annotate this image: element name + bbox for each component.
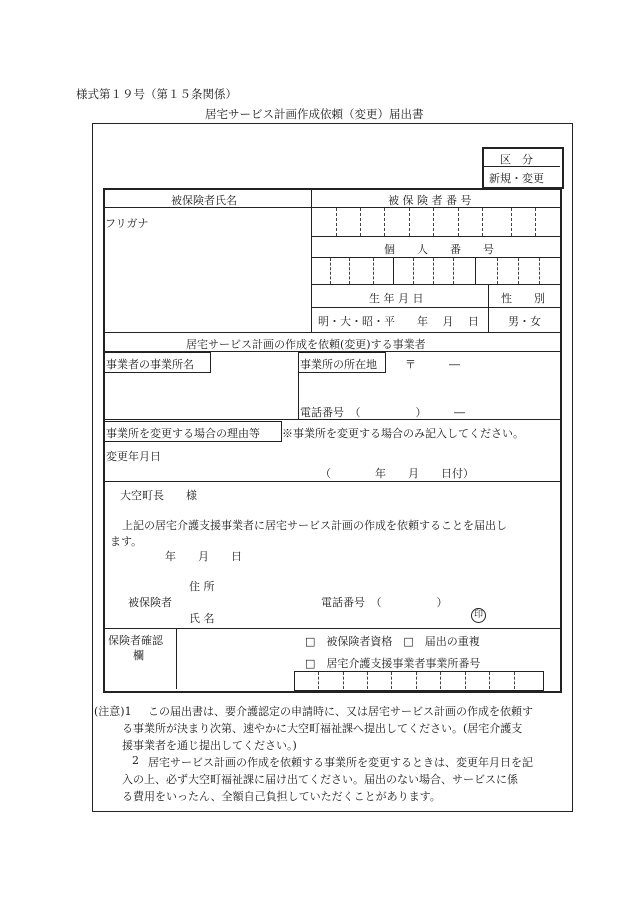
declaration-phone[interactable]: 電話番号 （ ） bbox=[321, 596, 448, 609]
addressee: 大空町長 様 bbox=[120, 489, 197, 502]
note1-line2: る事業所が決まり次第、速やかに大空町福祉課へ提出してください。(居宅介護支 bbox=[122, 722, 523, 735]
note1-line1: この届出書は、要介護認定の申請時に、又は居宅サービス計画の作成を依頼す bbox=[148, 705, 533, 718]
change-reason-label: 事業所を変更する場合の理由等 bbox=[106, 427, 260, 440]
change-note: ※事業所を変更する場合のみ記入してください。 bbox=[282, 427, 524, 440]
note2-number: 2 bbox=[132, 754, 139, 767]
insured-name-header: 被保険者氏名 bbox=[171, 194, 237, 207]
note1-line3: 援事業者を通じ提出してください。) bbox=[122, 739, 297, 752]
office-address-label: 事業所の所在地 bbox=[300, 358, 377, 371]
provider-section-title: 居宅サービス計画の作成を依頼(変更)する事業者 bbox=[186, 338, 426, 351]
note2-line2: 入の上、必ず大空町福祉課に届け出てください。届出のない場合、サービスに係 bbox=[122, 773, 518, 786]
category-label: 区 分 bbox=[500, 153, 533, 166]
insurer-check-label: 保険者確認 bbox=[108, 634, 163, 647]
seal-mark: 印 bbox=[471, 608, 486, 623]
form-number: 様式第１９号（第１５条関係） bbox=[76, 87, 237, 101]
statement-cont: ます。 bbox=[110, 535, 143, 548]
insurer-check-label-2: 欄 bbox=[133, 649, 144, 662]
insured-number-header: 被 保 険 者 番 号 bbox=[388, 194, 472, 207]
note2-line1: 居宅サービス計画の作成を依頼する事業所を変更するときは、変更年月日を記 bbox=[148, 756, 533, 769]
insured-label: 被保険者 bbox=[128, 596, 172, 609]
postal-mark[interactable]: 〒 ― bbox=[405, 358, 460, 371]
birthdate-header: 生 年 月 日 bbox=[369, 292, 424, 305]
personal-number-header: 個 人 番 号 bbox=[384, 243, 494, 256]
insurer-check-option1[interactable]: □ 被保険者資格 □ 届出の重複 bbox=[305, 635, 480, 648]
notes-header: (注意)1 bbox=[94, 705, 132, 718]
office-number-box bbox=[294, 671, 544, 691]
note2-line3: る費用をいったん、全額自己負担していただくことがあります。 bbox=[122, 790, 441, 803]
form-title: 居宅サービス計画作成依頼（変更）届出書 bbox=[205, 107, 424, 121]
change-date-label: 変更年月日 bbox=[106, 450, 161, 463]
declaration-date[interactable]: 年 月 日 bbox=[165, 550, 242, 563]
insurer-check-option2[interactable]: □ 居宅介護支援事業者事業所番号 bbox=[305, 657, 481, 670]
change-date-value[interactable]: （ 年 月 日付） bbox=[320, 467, 474, 480]
furigana-label: フリガナ bbox=[105, 217, 149, 230]
gender-header: 性 別 bbox=[501, 292, 545, 305]
statement: 上記の居宅介護支援事業者に居宅サービス計画の作成を依頼することを届出し bbox=[122, 519, 507, 532]
gender-value[interactable]: 男・女 bbox=[508, 315, 541, 328]
office-name-label: 事業者の事業所名 bbox=[106, 358, 194, 371]
address-label: 住 所 bbox=[189, 580, 215, 593]
category-value[interactable]: 新規・変更 bbox=[489, 172, 544, 185]
name-label: 氏 名 bbox=[189, 612, 215, 625]
provider-phone[interactable]: 電話番号 （ ） ― bbox=[300, 406, 465, 419]
birthdate-value[interactable]: 明・大・昭・平 年 月 日 bbox=[318, 315, 479, 328]
